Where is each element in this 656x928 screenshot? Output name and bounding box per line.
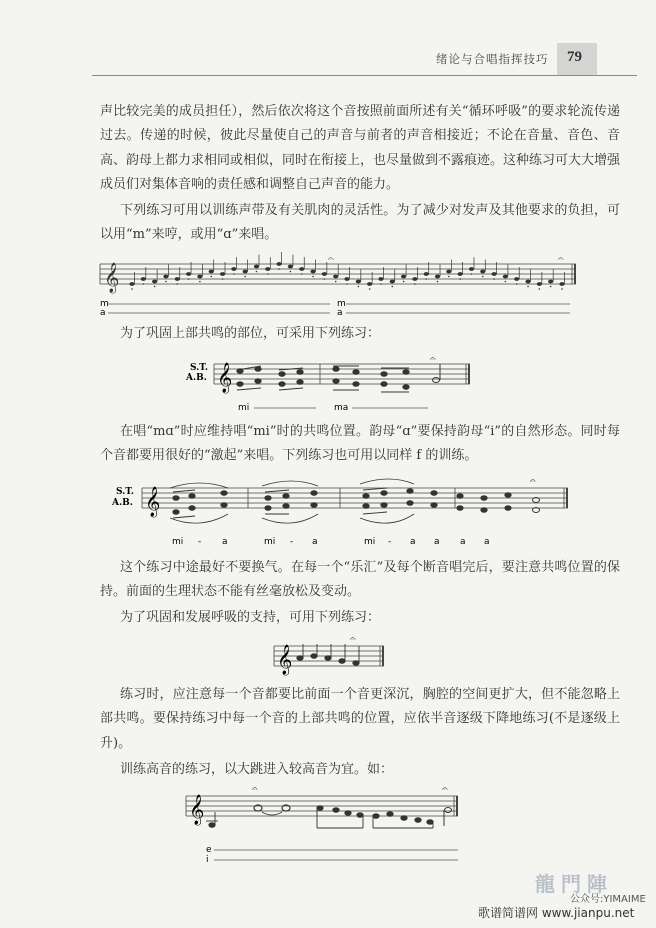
note-head <box>322 272 327 276</box>
staccato-dot <box>346 283 348 285</box>
lyric-ma: ma <box>334 403 349 413</box>
staccato-dot <box>482 276 484 278</box>
staccato-dot <box>199 281 201 283</box>
staccato-dot <box>539 288 541 290</box>
note-head <box>209 270 214 274</box>
staccato-dot <box>301 273 303 275</box>
note-head <box>277 262 282 266</box>
staccato-dot <box>335 281 337 283</box>
note-head <box>537 282 542 286</box>
staccato-dot <box>369 288 371 290</box>
staccato-dot <box>358 286 360 288</box>
note-head <box>197 275 202 279</box>
music-example-4 <box>0 632 656 678</box>
part-label-st: S.T. <box>190 363 208 373</box>
lyric: - <box>388 537 392 547</box>
staccato-dot <box>222 278 224 280</box>
note-head <box>424 272 429 276</box>
lyric-a-2: a <box>337 308 343 318</box>
note-head <box>243 270 248 274</box>
staccato-dot <box>324 278 326 280</box>
note-head <box>356 280 361 284</box>
paragraph-6: 为了巩固和发展呼吸的支持，可用下列练习： <box>120 610 381 625</box>
fermata-icon: 𝄐 <box>328 254 334 265</box>
music-example-5 <box>0 782 656 868</box>
lyric: mi <box>172 537 184 547</box>
note-head <box>231 267 236 271</box>
paragraph-2: 下列练习可用以训练声带及有关肌肉的灵活性。为了减少对发声及其他要求的负担，可以用“m”来哼，或用“ɑ”来唱。 <box>100 203 620 243</box>
note-head <box>299 267 304 271</box>
staccato-dot <box>267 273 269 275</box>
music-example-3 <box>0 474 656 552</box>
treble-clef-icon: 𝄞 <box>145 487 161 517</box>
note-head <box>412 277 417 281</box>
part-label-ab: A.B. <box>186 373 207 383</box>
note-head <box>525 280 530 284</box>
staccato-dot <box>176 283 178 285</box>
lyric-e: e <box>206 845 212 855</box>
staccato-dot <box>210 276 212 278</box>
staccato-dot <box>516 283 518 285</box>
lyric-i: i <box>206 855 209 865</box>
treble-clef-icon: 𝄞 <box>217 363 233 393</box>
staccato-dot <box>414 283 416 285</box>
lyric: mi <box>364 537 376 547</box>
note-head <box>141 277 146 281</box>
staccato-dot <box>143 283 145 285</box>
note-head <box>344 277 349 281</box>
note-head <box>492 272 497 276</box>
note-head <box>435 275 440 279</box>
lyric: a <box>460 537 466 547</box>
note-head <box>458 272 463 276</box>
paragraph-1: 声比较完美的成员担任），然后依次将这个音按照前面所述有关“循环呼吸”的要求轮流传递过去。传递的时候，彼此尽量使自己的声音与前者的声音相接近；不论在音量、音色、音高、韵母上都力求相同或相似，同时在衔接上，也尽量做到不露痕迹。这种练习可大大增强成员们对集体音响的责任感和调整自己声音的能力。 <box>100 104 621 193</box>
staccato-dot <box>561 288 563 290</box>
header-rule <box>92 75 637 76</box>
music-example-1 <box>0 252 656 318</box>
staccato-dot <box>437 281 439 283</box>
lyric-m-1: m <box>100 299 109 309</box>
page-number: 79 <box>567 49 582 65</box>
staccato-dot <box>312 276 314 278</box>
staccato-dot <box>131 288 133 290</box>
note-head <box>514 277 519 281</box>
footer-watermark: 歌谱简谱网 www.jianpu.net <box>478 906 635 920</box>
note-head <box>548 280 553 284</box>
note-head <box>446 270 451 274</box>
staccato-dot <box>233 273 235 275</box>
note-head <box>480 270 485 274</box>
paragraph-8: 训练高音的练习，以大跳进入较高音为宜。如： <box>120 762 394 777</box>
staccato-dot <box>493 278 495 280</box>
part-label-st: S.T. <box>116 487 134 497</box>
footer-logo: 龍門陣 <box>535 872 613 896</box>
fermata-icon: 𝄐 <box>442 784 448 795</box>
lyric: a <box>484 537 490 547</box>
note-head <box>559 282 564 286</box>
note-head <box>469 267 474 271</box>
paragraph-5: 这个练习中途最好不要换气。在每一个“乐汇”及每个断音唱完后，要注意共鸣位置的保持。前面的生理状态不能有丝毫放松及变动。 <box>100 560 620 600</box>
staccato-dot <box>188 278 190 280</box>
header-title: 绪论与合唱指挥技巧 <box>436 52 549 66</box>
staccato-dot <box>459 278 461 280</box>
fermata-icon: 𝄐 <box>558 254 564 265</box>
staccato-dot <box>278 268 280 270</box>
lyric-m-2: m <box>337 299 346 309</box>
staccato-dot <box>154 286 156 288</box>
note-head <box>401 275 406 279</box>
staccato-dot <box>527 286 529 288</box>
note-head <box>175 277 180 281</box>
note-head <box>220 272 225 276</box>
staccato-dot <box>550 286 552 288</box>
lyric: a <box>312 537 318 547</box>
fermata-icon: 𝄐 <box>430 354 436 365</box>
treble-clef-icon: 𝄞 <box>277 645 293 675</box>
note-head <box>288 265 293 269</box>
lyric: a <box>434 537 440 547</box>
fermata-icon: 𝄐 <box>252 784 258 795</box>
part-label-ab: A.B. <box>112 498 133 508</box>
staccato-dot <box>448 276 450 278</box>
paragraph-4: 在唱“mɑ”时应维持唱“mi”时的共鸣位置。韵母“ɑ”要保持韵母“i”的自然形态。同时每个音都要用很好的“激起”来唱。下列练习也可用以同样 f 的训练。 <box>100 424 620 464</box>
treble-clef-icon: 𝄞 <box>189 795 205 825</box>
note-head <box>254 265 259 269</box>
footer-watermark-small: 公众号:YIMAIME <box>570 894 646 905</box>
staccato-dot <box>380 283 382 285</box>
staccato-dot <box>391 286 393 288</box>
note-head <box>503 275 508 279</box>
fermata-icon: 𝄐 <box>350 634 356 645</box>
note-head <box>390 280 395 284</box>
note-head <box>378 277 383 281</box>
treble-clef-icon: 𝄞 <box>104 263 120 293</box>
lyric: - <box>290 537 294 547</box>
staccato-dot <box>256 271 258 273</box>
fermata-icon: 𝄐 <box>530 476 536 487</box>
music-example-2 <box>0 350 656 416</box>
staccato-dot <box>165 281 167 283</box>
note-head <box>152 280 157 284</box>
note-head <box>310 270 315 274</box>
note-head <box>265 267 270 271</box>
note-head <box>333 275 338 279</box>
staccato-dot <box>425 278 427 280</box>
staccato-dot <box>471 273 473 275</box>
staccato-dot <box>505 281 507 283</box>
note-head <box>129 282 134 286</box>
staccato-dot <box>290 271 292 273</box>
staccato-dot <box>244 276 246 278</box>
note-head <box>367 282 372 286</box>
lyric: a <box>410 537 416 547</box>
lyric-mi: mi <box>238 403 250 413</box>
lyric-a-1: a <box>100 308 106 318</box>
note-head <box>186 272 191 276</box>
note-head <box>163 275 168 279</box>
lyric: - <box>198 537 202 547</box>
paragraph-7: 练习时，应注意每一个音都要比前面一个音更深沉，胸腔的空间更扩大，但不能忽略上部共鸣。要保持练习中每一个音的上部共鸣的位置，应依半音逐级下降地练习(不是逐级上升)。 <box>100 687 620 751</box>
lyric: a <box>222 537 228 547</box>
lyric: mi <box>264 537 276 547</box>
running-header <box>0 40 656 78</box>
paragraph-3: 为了巩固上部共鸣的部位，可采用下列练习： <box>120 326 381 341</box>
staccato-dot <box>403 281 405 283</box>
